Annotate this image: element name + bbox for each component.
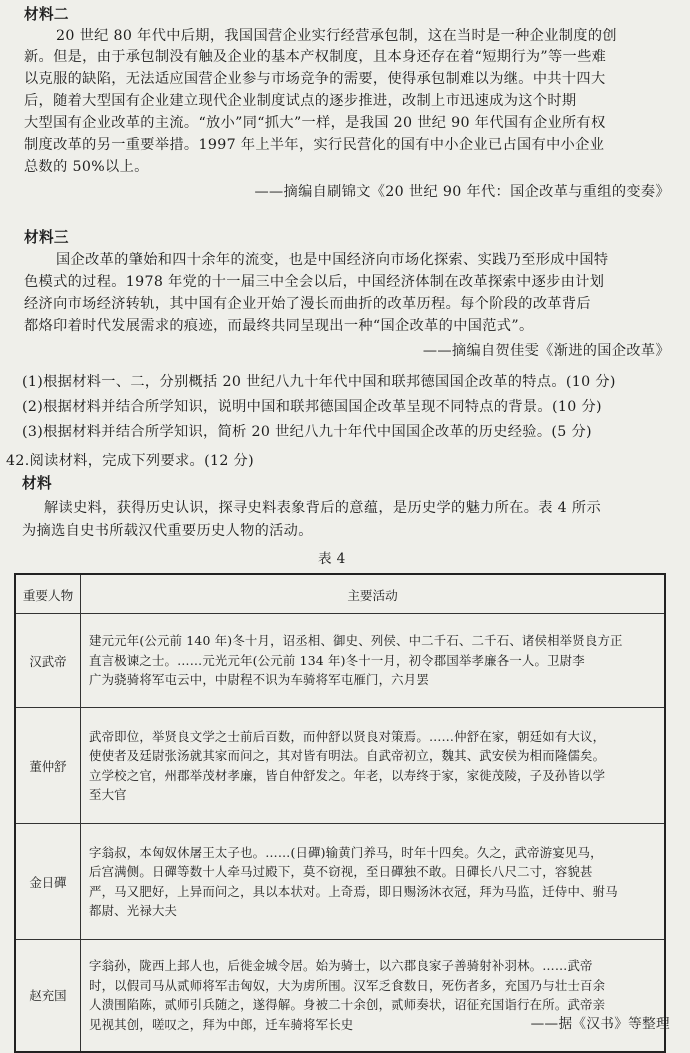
activity-line: 字翁孙，陇西上邽人也，后徙金城令居。始为骑士，以六郡良家子善骑射补羽林。……武帝	[89, 958, 593, 974]
material-2-line: 新。但是，由于承包制没有触及企业的基本产权制度，且本身还存在着“短期行为”等一些难	[24, 49, 607, 65]
question-42-intro: 解读史料，获得历史认识，探寻史料表象背后的意蕴，是历史学的魅力所在。表 4 所示	[44, 500, 601, 516]
activity-cell	[81, 940, 666, 1052]
person-name: 金日磾	[15, 824, 81, 940]
activity-line: 严，马又肥好，上异而问之，具以本状对。上奇焉，即日赐汤沐衣冠，拜为马监，迁侍中、驸马	[89, 883, 618, 899]
material-3-line: 经济向市场经济转轨，其中国有企业开始了漫长而曲折的改革历程。每个阶段的改革背后	[24, 296, 591, 312]
activity-line: 见视其创，嗟叹之，拜为中郎，迁车骑将军长史	[89, 1016, 354, 1032]
material-3-source: ——摘编自贺佳雯《渐进的国企改革》	[422, 343, 670, 359]
table-row	[15, 940, 665, 1052]
activity-line: 人溃围陷陈，贰师引兵随之，遂得解。身被二十余创，贰师奏状，诏征充国诣行在所。武帝亲	[89, 997, 606, 1013]
question-3: (3)根据材料并结合所学知识，简析 20 世纪八九十年代中国国企改革的历史经验。(5 分)	[22, 424, 592, 440]
material-2-line: 后，随着大型国有企业建立现代企业制度试点的逐步推进，改制上市迅速成为这个时期	[24, 93, 577, 109]
activity-line: 广为骁骑将军屯云中，中尉程不识为车骑将军屯雁门，六月罢	[89, 672, 429, 688]
person-name: 董仲舒	[15, 708, 81, 824]
table-row	[15, 708, 665, 824]
activity-line: 字翁叔，本匈奴休屠王太子也。……(日磾)输黄门养马，时年十四矣。久之，武帝游宴见马，	[89, 844, 603, 860]
person-name: 赵充国	[15, 940, 81, 1052]
material-3-line: 都烙印着时代发展需求的痕迹，而最终共同呈现出一种“国企改革的中国范式”。	[24, 318, 534, 334]
question-42-intro: 为摘选自史书所载汉代重要历史人物的活动。	[22, 523, 313, 539]
material-2-line: 以克服的缺陷，无法适应国营企业参与市场竞争的需要，使得承包制难以为继。中共十四大	[24, 71, 606, 87]
activity-line: 建元元年(公元前 140 年)冬十月，诏丞相、御史、列侯、中二千石、二千石、诸侯相举贤良方正	[89, 633, 623, 649]
material-2-line: 大型国有企业改革的主流。“放小”同“抓大”一样，是我国 20 世纪 90 年代国有企业所有权	[24, 115, 606, 131]
activity-cell	[81, 708, 666, 824]
material-2-line: 总数的 50%以上。	[24, 159, 149, 175]
person-name: 汉武帝	[15, 614, 81, 708]
activity-line: 武帝即位，举贤良文学之士前后百数，而仲舒以贤良对策焉。……仲舒在家，朝廷如有大议，	[89, 728, 606, 744]
table-row	[15, 824, 665, 940]
header-person: 重要人物	[15, 574, 81, 614]
activity-line: 至大官	[89, 787, 127, 802]
table-header-row	[15, 574, 665, 614]
activity-line: 立学校之官，州郡举茂材孝廉，皆自仲舒发之。年老，以寿终于家，家徙茂陵，子及孙皆以学	[89, 767, 606, 783]
activity-line: 后宫满侧。日磾等数十人牵马过殿下，莫不窃视，至日磾独不敢。日磾长八尺二寸，容貌甚	[89, 864, 593, 879]
header-activity: 主要活动	[81, 574, 666, 614]
table-caption: 表 4	[318, 551, 346, 567]
table-4	[14, 573, 666, 1053]
material-3-line: 色模式的过程。1978 年党的十一届三中全会以后，中国经济体制在改革探索中逐步由计划	[24, 274, 605, 290]
activity-cell	[81, 824, 666, 940]
table-row	[15, 614, 665, 708]
activity-cell	[81, 614, 666, 708]
question-42-stem: 42.阅读材料，完成下列要求。(12 分)	[6, 453, 254, 469]
table-source: ——据《汉书》等整理	[530, 1016, 670, 1032]
activity-line: 使使者及廷尉张汤就其家而问之，其对皆有明法。自武帝初立，魏其、武安侯为相而隆儒矣。	[89, 748, 606, 763]
material-2-line: 制度改革的另一重要举措。1997 年上半年，实行民营化的国有中小企业已占国有中小企业	[24, 137, 605, 153]
activity-line: 直言极谏之士。……元光元年(公元前 134 年)冬十一月，初令郡国举孝廉各一人。卫尉李	[89, 652, 585, 668]
material-3-title: 材料三	[24, 229, 69, 246]
material-2-line: 20 世纪 80 年代中后期，我国国营企业实行经营承包制，这在当时是一种企业制度的创	[56, 28, 617, 44]
material-2-source: ——摘编自刷锦文《20 世纪 90 年代：国企改革与重组的变奏》	[254, 184, 670, 200]
activity-line: 都尉、光禄大夫	[89, 903, 178, 918]
material-3-line: 国企改革的肇始和四十余年的流变，也是中国经济向市场化探索、实践乃至形成中国特	[56, 252, 609, 268]
question-2: (2)根据材料并结合所学知识，说明中国和联邦德国国企改革呈现不同特点的背景。(10 分)	[22, 399, 602, 415]
question-42-material-label: 材料	[22, 475, 52, 492]
material-2-title: 材料二	[24, 6, 69, 23]
activity-line: 时，以假司马从贰师将军击匈奴，大为虏所围。汉军乏食数日，死伤者多，充国乃与壮士百余	[89, 977, 606, 993]
question-1: (1)根据材料一、二，分别概括 20 世纪八九十年代中国和联邦德国国企改革的特点。(10 分)	[22, 374, 616, 390]
